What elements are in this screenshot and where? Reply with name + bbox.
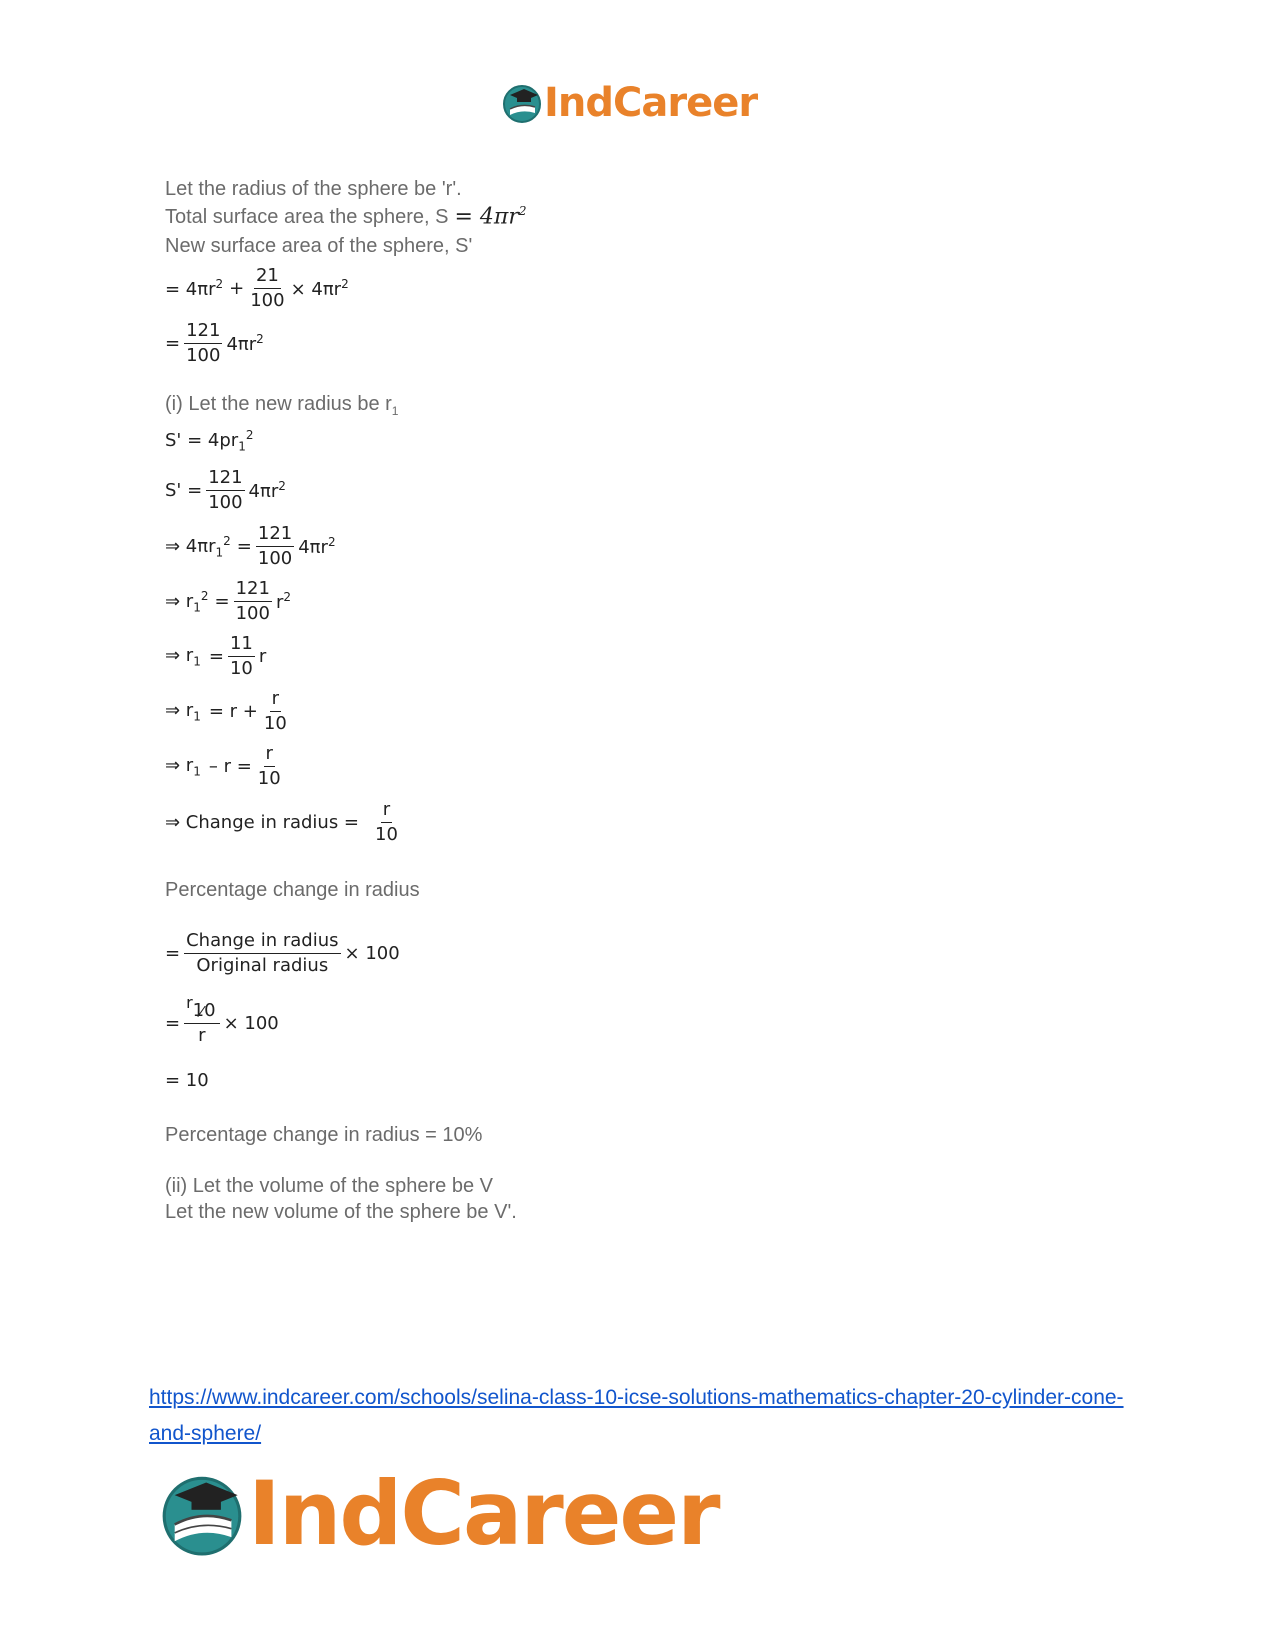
numerator: 121 — [206, 467, 244, 491]
denominator: r — [198, 1025, 206, 1046]
eq-part — [276, 590, 291, 613]
fraction — [373, 799, 400, 846]
eq-part — [165, 428, 253, 454]
eq-part — [165, 700, 201, 724]
eq-text: ⇒ r — [165, 590, 194, 612]
eq-text: r — [258, 646, 267, 667]
equation-line — [165, 467, 286, 514]
eq-text: = — [165, 943, 181, 964]
eq-text: 4πr — [248, 481, 279, 502]
denominator: 10 — [263, 713, 287, 734]
denominator: 100 — [208, 492, 243, 513]
numerator: 21 — [254, 265, 281, 289]
text-line — [165, 393, 398, 418]
fraction — [234, 578, 272, 625]
numerator: 121 — [234, 578, 272, 602]
eq-text: ⇒ r — [165, 699, 194, 721]
denominator: 10 — [257, 768, 281, 789]
text-line: Percentage change in radius — [165, 879, 420, 901]
eq-text: 4πr — [298, 537, 328, 558]
exponent: 2 — [327, 535, 336, 549]
text-line — [165, 204, 527, 229]
exponent: 2 — [518, 204, 527, 218]
text-segment: (i) Let the new radius be r — [165, 393, 392, 415]
denominator: 100 — [186, 345, 221, 366]
text-line: Let the new volume of the sphere be V'. — [165, 1201, 517, 1223]
fraction — [184, 993, 219, 1047]
eq-text: = — [165, 333, 181, 354]
equation-line — [165, 993, 279, 1047]
eq-text: = — [236, 536, 252, 557]
eq-text: × 100 — [344, 943, 400, 964]
exponent: 2 — [200, 588, 209, 603]
eq-part — [165, 645, 201, 669]
graduation-book-icon — [502, 83, 542, 123]
denominator: Original radius — [196, 955, 329, 976]
subscript: 1 — [193, 764, 201, 779]
numerator: r — [264, 743, 275, 767]
formula-text: = 4πr — [454, 204, 519, 230]
equation-line — [165, 320, 264, 367]
eq-text: = r + — [208, 701, 258, 722]
denominator: 10 — [229, 658, 253, 679]
eq-part — [165, 534, 231, 560]
numerator: 121 — [256, 523, 294, 547]
eq-text: = — [214, 591, 230, 612]
eq-text: 4πr — [226, 334, 257, 355]
numerator: 121 — [184, 320, 222, 344]
formula — [455, 204, 527, 229]
subscript: 1 — [215, 545, 224, 560]
exponent: 2 — [278, 479, 286, 493]
equation-line — [165, 930, 400, 977]
exponent: 2 — [245, 428, 254, 442]
exponent: 2 — [256, 332, 264, 346]
eq-text: = — [165, 1013, 181, 1034]
fraction — [262, 688, 289, 735]
subscript: 1 — [193, 654, 201, 669]
footer-logo — [160, 1462, 719, 1565]
exponent: 2 — [341, 277, 349, 291]
numerator — [184, 993, 219, 1024]
fraction — [184, 320, 222, 367]
equation-line — [165, 428, 253, 454]
equation-line — [165, 743, 287, 790]
eq-text: S' = — [165, 480, 203, 501]
text-line: New surface area of the sphere, S' — [165, 235, 473, 257]
equation-line — [165, 633, 266, 680]
eq-text: S' = 4pr — [165, 430, 239, 451]
graduation-book-icon — [160, 1472, 244, 1556]
eq-part — [298, 535, 335, 558]
equation-line: = 10 — [165, 1070, 209, 1091]
subscript: 1 — [193, 709, 201, 724]
fraction — [256, 743, 283, 790]
exponent: 2 — [283, 590, 291, 604]
logo-text: IndCareer — [544, 80, 758, 126]
denominator: 100 — [250, 290, 285, 311]
source-url-link[interactable]: https://www.indcareer.com/schools/selina-class-10-icse-solutions-mathematics-chapter-20-cylinder-cone-and-sphere/ — [149, 1386, 1124, 1445]
eq-text: r — [275, 592, 284, 613]
fraction — [184, 930, 340, 977]
text-line: Let the radius of the sphere be 'r'. — [165, 178, 462, 200]
eq-part — [165, 277, 223, 300]
eq-part — [291, 277, 349, 300]
equation-line — [165, 578, 291, 625]
fraction — [206, 467, 244, 514]
numerator: 11 — [228, 633, 255, 657]
eq-part — [165, 755, 201, 779]
eq-text: + — [229, 278, 245, 299]
fraction — [248, 265, 286, 312]
eq-part — [226, 332, 263, 355]
eq-part — [165, 589, 209, 615]
subscript: 1 — [238, 439, 246, 454]
denominator: 10 — [375, 824, 398, 845]
fraction — [228, 633, 255, 680]
equation-line — [165, 265, 349, 312]
eq-text: × 4πr — [290, 279, 342, 300]
text-line: Percentage change in radius = 10% — [165, 1124, 483, 1146]
exponent: 2 — [223, 533, 231, 548]
text-line: (ii) Let the volume of the sphere be V — [165, 1175, 493, 1197]
subscript: 1 — [193, 600, 201, 615]
numerator: r — [270, 688, 281, 712]
subscript: 1 — [391, 404, 399, 418]
denominator: 100 — [257, 548, 293, 569]
fraction — [256, 523, 294, 570]
eq-text: r — [186, 993, 193, 1012]
eq-text: ⇒ r — [165, 754, 194, 776]
header-logo — [502, 80, 757, 126]
eq-text: = 4πr — [165, 279, 216, 300]
eq-text: × 100 — [223, 1013, 279, 1034]
eq-text: = — [208, 646, 224, 667]
eq-part — [249, 479, 286, 502]
equation-line — [165, 799, 404, 846]
equation-line — [165, 688, 293, 735]
numerator: r — [381, 799, 392, 823]
eq-text: ⇒ 4πr — [165, 535, 216, 557]
eq-text: ⇒ r — [165, 644, 194, 666]
equation-line — [165, 523, 336, 570]
eq-text: – r = — [208, 756, 252, 777]
text-segment: Total surface area the sphere, S — [165, 206, 449, 229]
eq-text: 10 — [192, 1000, 216, 1021]
denominator: 100 — [235, 603, 270, 624]
numerator: Change in radius — [184, 930, 340, 954]
exponent: 2 — [215, 277, 224, 291]
eq-text: ⇒ Change in radius = — [165, 812, 360, 833]
logo-text: IndCareer — [248, 1462, 719, 1565]
